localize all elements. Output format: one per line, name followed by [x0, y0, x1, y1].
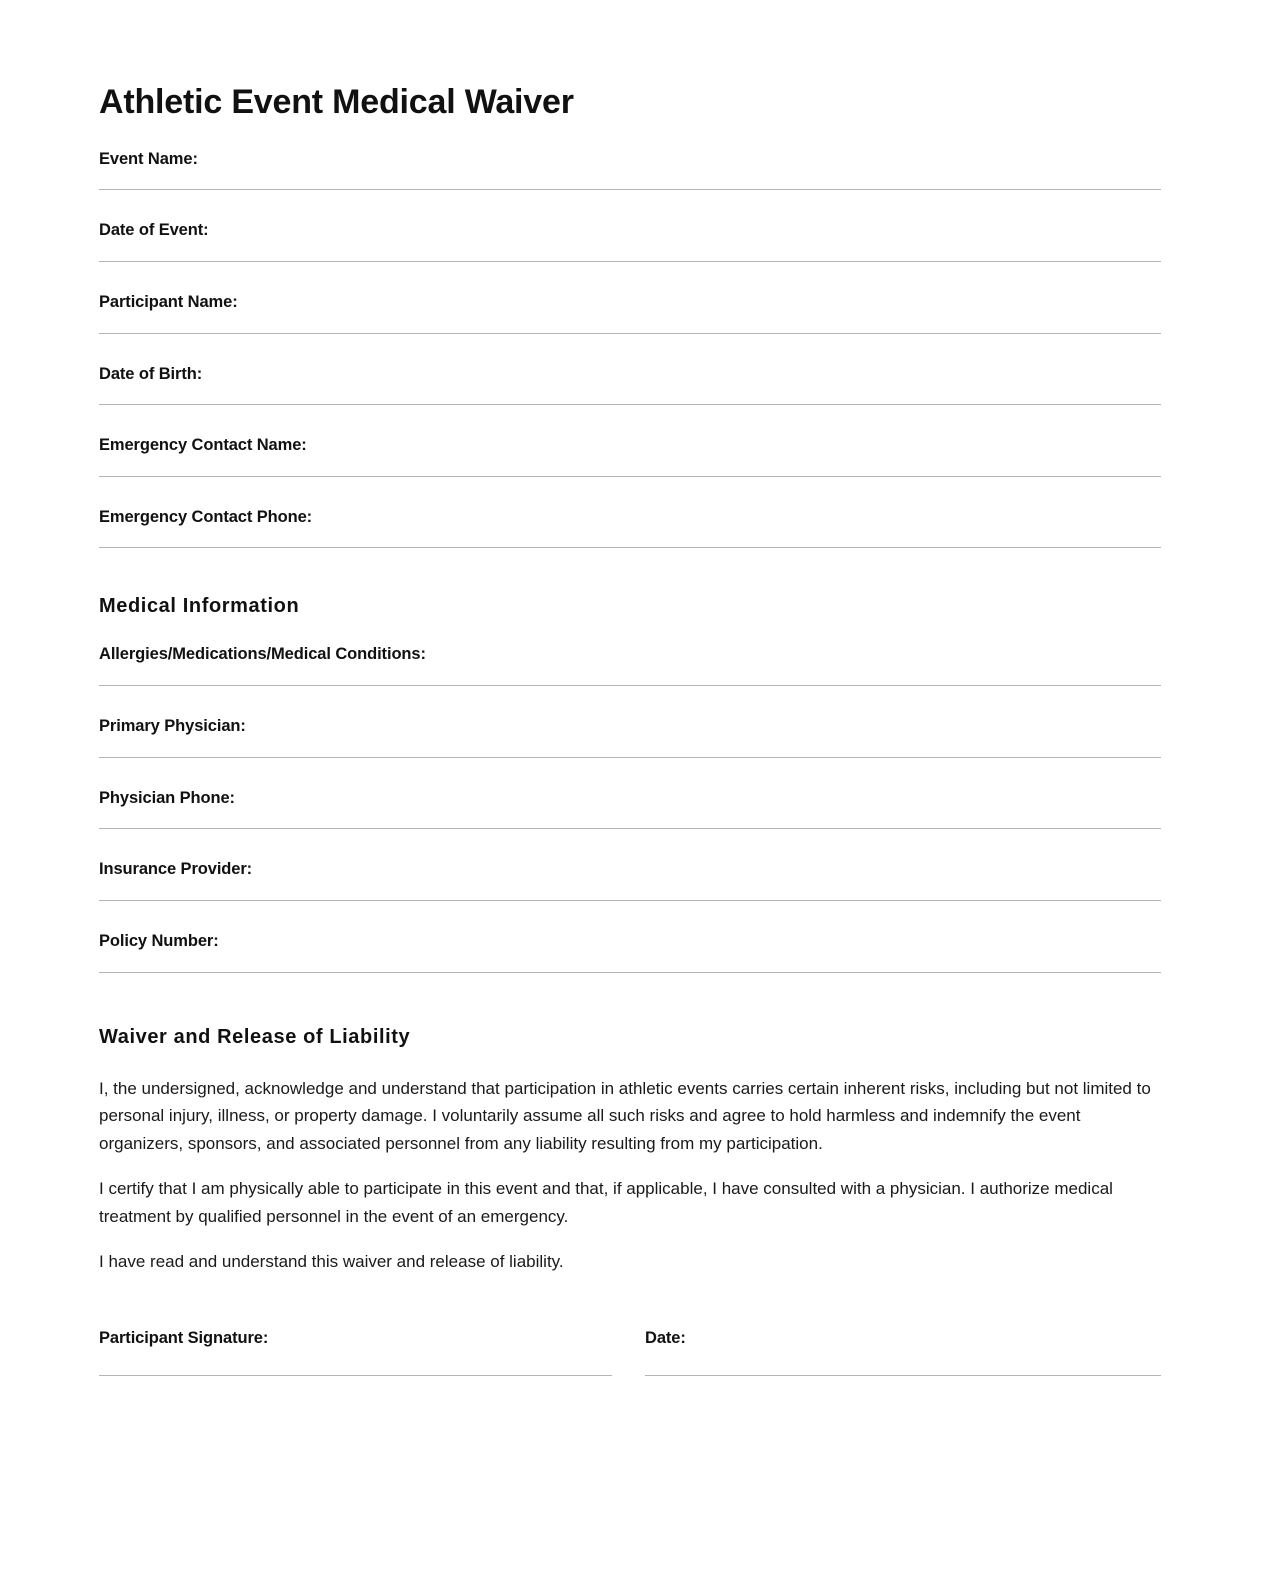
- field-label: Date of Birth:: [99, 364, 203, 383]
- field-input-line[interactable]: [99, 404, 1161, 405]
- waiver-paragraph: I have read and understand this waiver and release of liability.: [99, 1252, 564, 1272]
- field-physician-phone: [99, 788, 1161, 830]
- field-label: Date of Event:: [99, 221, 209, 240]
- field-input-line[interactable]: [99, 547, 1161, 548]
- field-input-line[interactable]: [99, 685, 1161, 686]
- signature-date-line[interactable]: [645, 1375, 1161, 1376]
- field-input-line[interactable]: [99, 333, 1161, 334]
- field-label: Insurance Provider:: [99, 860, 253, 879]
- field-input-line[interactable]: [99, 900, 1161, 901]
- field-label: Emergency Contact Phone:: [99, 507, 313, 526]
- section-heading-medical-information: Medical Information: [99, 595, 300, 618]
- waiver-paragraph: I certify that I am physically able to participate in this event and that, if applicable, I have consulted with a physician. I authorize medical treatment by qualified personnel in the event of an emergency.: [99, 1179, 1113, 1226]
- field-input-line[interactable]: [99, 972, 1161, 973]
- field-date-of-event: [99, 220, 1161, 262]
- field-participant-name: [99, 292, 1161, 334]
- signature-date-label: Date:: [645, 1328, 686, 1347]
- field-label: Policy Number:: [99, 931, 219, 950]
- waiver-body: [99, 1075, 1154, 1276]
- section-heading-waiver-release: Waiver and Release of Liability: [99, 1025, 411, 1048]
- field-primary-physician: [99, 716, 1161, 758]
- medical-information-section: [99, 594, 1161, 972]
- field-emergency-contact-phone: [99, 507, 1161, 549]
- field-label: Physician Phone:: [99, 788, 235, 807]
- signature-date-group: [645, 1328, 1161, 1377]
- field-label: Primary Physician:: [99, 717, 246, 736]
- primary-fields-group: [99, 149, 1161, 549]
- field-label: Event Name:: [99, 149, 198, 168]
- signature-block: [99, 1328, 1161, 1377]
- field-input-line[interactable]: [99, 757, 1161, 758]
- field-insurance-provider: [99, 859, 1161, 901]
- field-input-line[interactable]: [99, 261, 1161, 262]
- field-input-line[interactable]: [99, 828, 1161, 829]
- waiver-release-section: [99, 1025, 1161, 1276]
- field-date-of-birth: [99, 364, 1161, 406]
- participant-signature-line[interactable]: [99, 1375, 612, 1376]
- participant-signature-group: [99, 1328, 612, 1377]
- field-label: Allergies/Medications/Medical Conditions:: [99, 645, 426, 664]
- medical-fields-group: [99, 644, 1161, 972]
- page-title: Athletic Event Medical Waiver: [99, 83, 574, 121]
- field-emergency-contact-name: [99, 435, 1161, 477]
- participant-signature-label: Participant Signature:: [99, 1328, 269, 1347]
- field-label: Emergency Contact Name:: [99, 436, 307, 455]
- field-label: Participant Name:: [99, 292, 238, 311]
- field-input-line[interactable]: [99, 189, 1161, 190]
- field-allergies-medications-conditions: [99, 644, 1161, 686]
- field-policy-number: [99, 931, 1161, 973]
- field-event-name: [99, 149, 1161, 191]
- waiver-paragraph: I, the undersigned, acknowledge and understand that participation in athletic events carries certain inherent risks, including but not limited to personal injury, illness, or property damage. I voluntarily assume all such risks and agree to hold harmless and indemnify the event organizers, sponsors, and associated personnel from any liability resulting from my participation.: [99, 1078, 1151, 1153]
- field-input-line[interactable]: [99, 476, 1161, 477]
